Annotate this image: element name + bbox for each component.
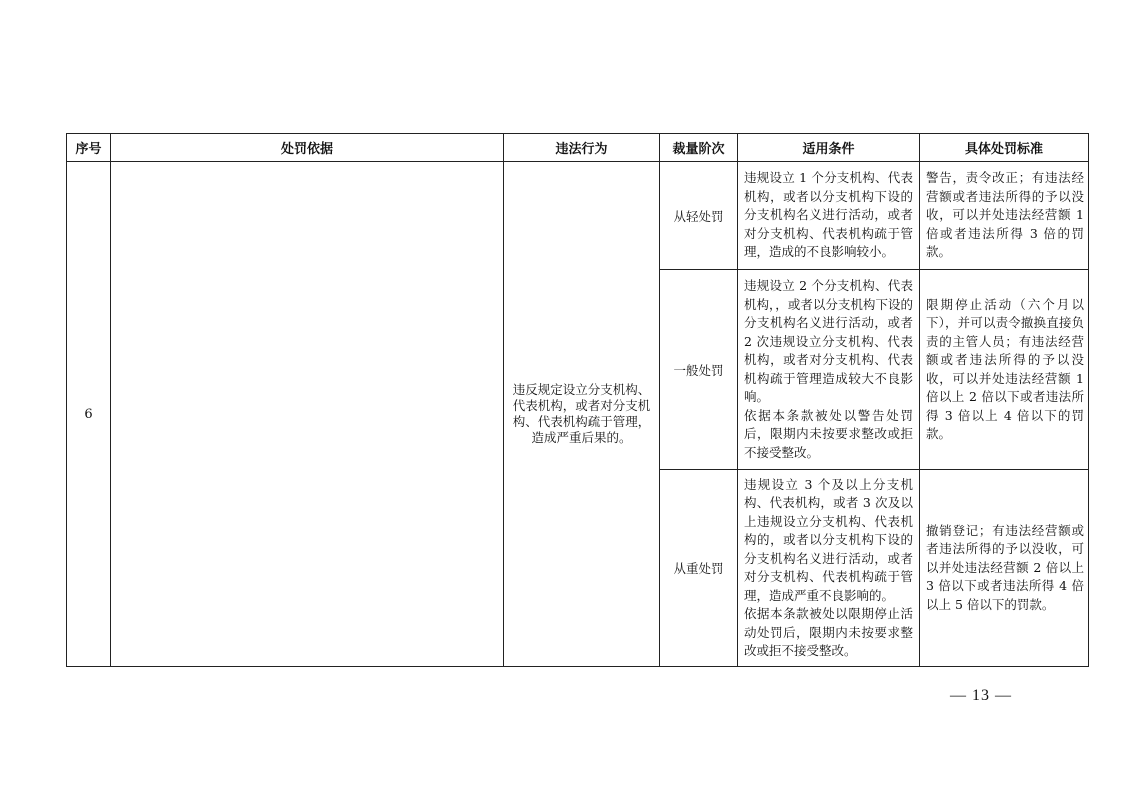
- level-cell-light: 从轻处罚: [660, 162, 738, 270]
- seq-cell: 6: [67, 162, 111, 667]
- condition-cell-heavy: 违规设立 3 个及以上分支机构、代表机构，或者 3 次及以上违规设立分支机构、代表机构的，或者以分支机构下设的分支机构名义进行活动，或者对分支机构、代表机构疏于管理，造成严重不良影响的。 依据本条款被处以限期停止活动处罚后，限期内未按要求整改或拒不接受整改。: [738, 470, 920, 667]
- header-violation: 违法行为: [504, 134, 660, 162]
- header-level: 裁量阶次: [660, 134, 738, 162]
- condition-cell-general: 违规设立 2 个分支机构、代表机构，，或者以分支机构下设的分支机构名义进行活动，或者 2 次违规设立分支机构、代表机构，或者对分支机构、代表机构疏于管理造成较大不良影响。 依据本条款被处以警告处罚后，限期内未按要求整改或拒不接受整改。: [738, 270, 920, 470]
- penalty-table: [66, 133, 1089, 667]
- standard-cell-general: 限期停止活动（六个月以下），并可以责令撤换直接负责的主管人员；有违法经营额或者违法所得的予以没收，可以并处违法经营额 1 倍以上 2 倍以下或者违法所得 3 倍以上 4 倍以下的罚款。: [920, 270, 1089, 470]
- standard-cell-heavy: 撤销登记；有违法经营额或者违法所得的予以没收，可以并处违法经营额 2 倍以上 3 倍以下或者违法所得 4 倍以上 5 倍以下的罚款。: [920, 470, 1089, 667]
- header-seq: 序号: [67, 134, 111, 162]
- basis-cell: [111, 162, 504, 667]
- table-row: [67, 162, 1089, 270]
- level-cell-general: 一般处罚: [660, 270, 738, 470]
- standard-cell-light: 警告，责令改正；有违法经营额或者违法所得的予以没收，可以并处违法经营额 1 倍或者违法所得 3 倍的罚款。: [920, 162, 1089, 270]
- violation-cell: 违反规定设立分支机构、代表机构，或者对分支机构、代表机构疏于管理，造成严重后果的。: [504, 162, 660, 667]
- condition-cell-light: 违规设立 1 个分支机构、代表机构，或者以分支机构下设的分支机构名义进行活动，或者对分支机构、代表机构疏于管理，造成的不良影响较小。: [738, 162, 920, 270]
- header-standard: 具体处罚标准: [920, 134, 1089, 162]
- table-header-row: [67, 134, 1089, 162]
- header-condition: 适用条件: [738, 134, 920, 162]
- page-number: — 13 —: [950, 687, 1012, 704]
- header-basis: 处罚依据: [111, 134, 504, 162]
- level-cell-heavy: 从重处罚: [660, 470, 738, 667]
